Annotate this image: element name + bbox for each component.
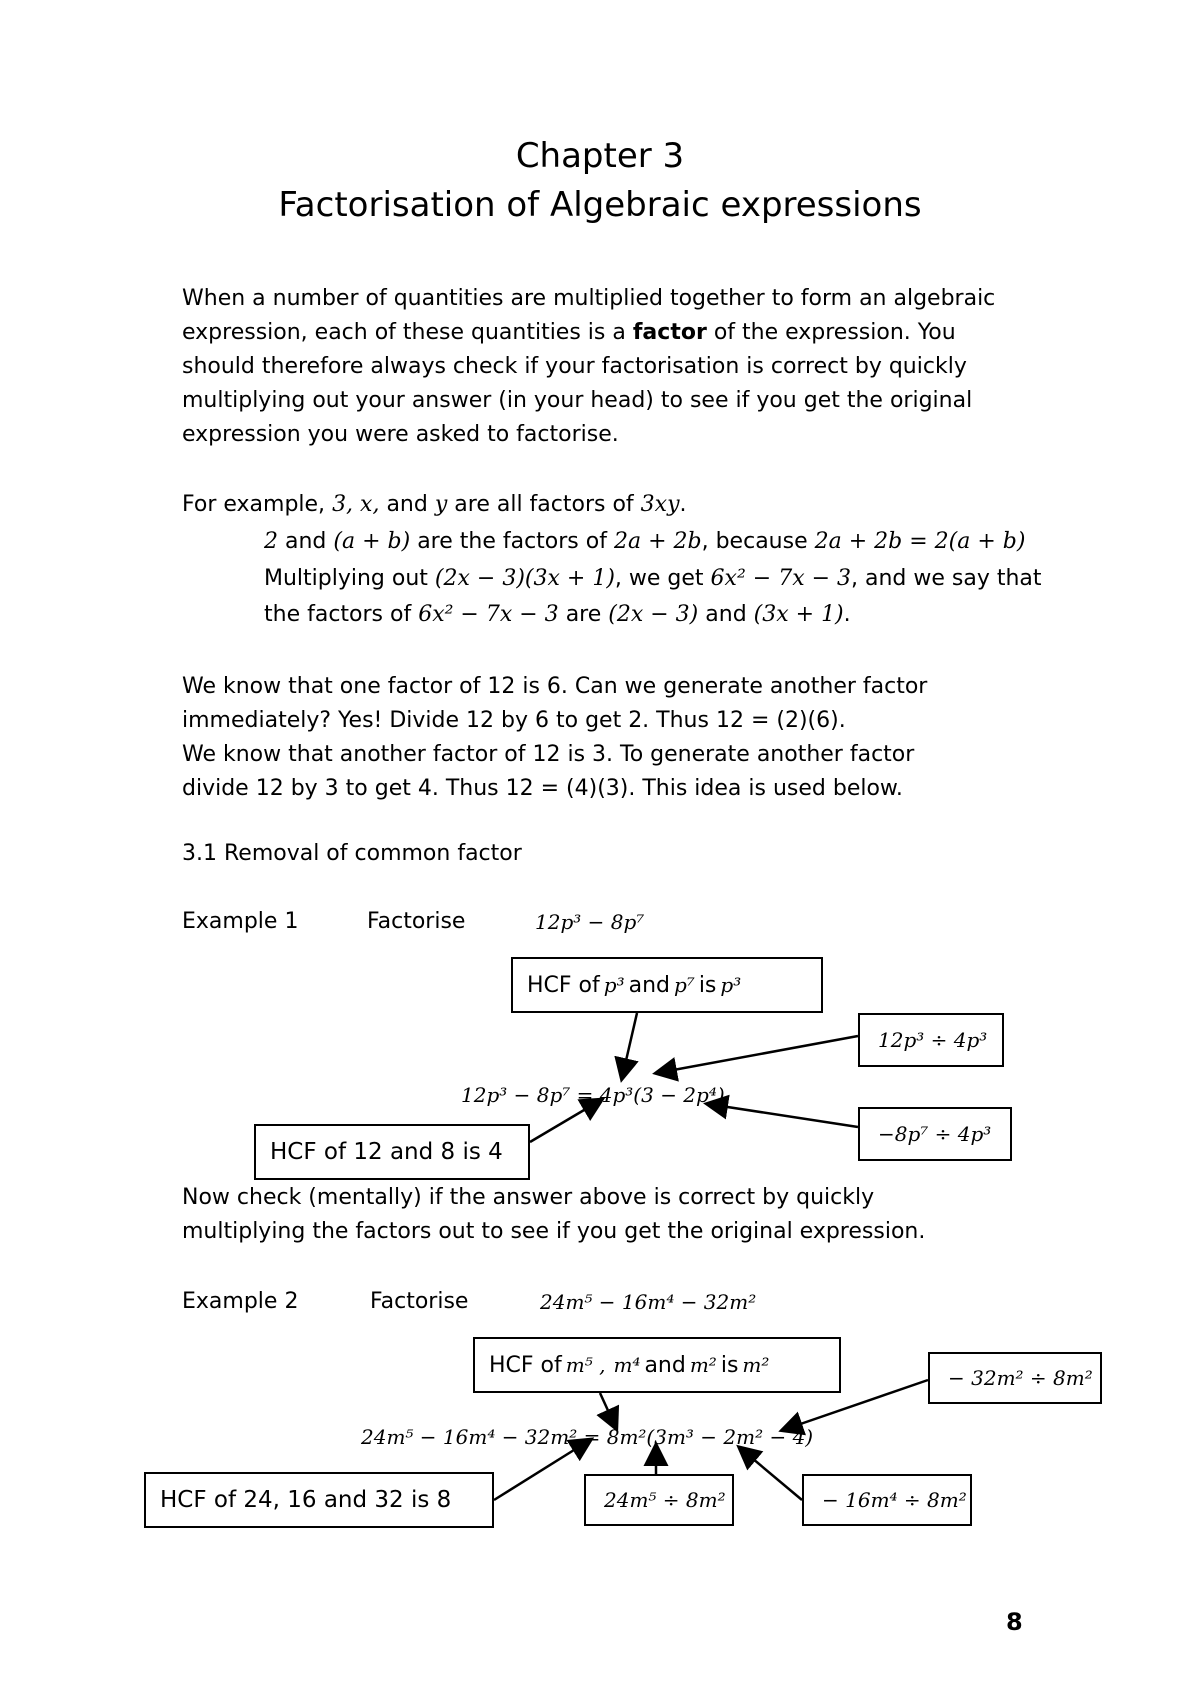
ex2-division-box-3: − 32m² ÷ 8m² xyxy=(928,1352,1102,1404)
ex1-arrow-hcf-number xyxy=(530,1100,601,1142)
factor-example-line-3: Multiplying out (2x − 3)(3x + 1), we get 6x² − 7x − 3, and we say that xyxy=(264,566,1042,591)
example1-factorise: Factorise xyxy=(367,909,466,934)
factor-example-line-4: the factors of 6x² − 7x − 3 are (2x − 3) and (3x + 1). xyxy=(264,602,851,627)
ex1-hcf-number-box: HCF of 12 and 8 is 4 xyxy=(254,1124,530,1180)
ex2-arrow-division-2 xyxy=(740,1448,802,1500)
example2-expression: 24m⁵ − 16m⁴ − 32m² xyxy=(540,1290,757,1314)
page-number: 8 xyxy=(1006,1608,1023,1636)
factor-example-line-2: 2 and (a + b) are the factors of 2a + 2b, because 2a + 2b = 2(a + b) xyxy=(264,529,1026,554)
section-heading: 3.1 Removal of common factor xyxy=(182,841,522,866)
ex1-division-box-1: 12p³ ÷ 4p³ xyxy=(858,1013,1004,1067)
intro-line: expression, each of these quantities is a factor of the expression. You xyxy=(182,320,956,345)
twelve-line: immediately? Yes! Divide 12 by 6 to get 2. Thus 12 = (2)(6). xyxy=(182,708,846,733)
factor-keyword: factor xyxy=(632,320,707,345)
twelve-line: We know that another factor of 12 is 3. To generate another factor xyxy=(182,742,915,767)
twelve-line: We know that one factor of 12 is 6. Can we generate another factor xyxy=(182,674,928,699)
example1-expression: 12p³ − 8p⁷ xyxy=(535,910,645,934)
ex2-arrow-hcf-variable xyxy=(600,1393,616,1428)
ex1-division-box-2: −8p⁷ ÷ 4p³ xyxy=(858,1107,1012,1161)
chapter-title: Factorisation of Algebraic expressions xyxy=(278,185,922,225)
ex2-hcf-variable-box: HCF of m⁵ , m⁴ and m² is m² xyxy=(473,1337,841,1393)
ex1-arrow-division-1 xyxy=(657,1036,858,1073)
twelve-line: divide 12 by 3 to get 4. Thus 12 = (4)(3). This idea is used below. xyxy=(182,776,903,801)
ex2-arrow-division-3 xyxy=(783,1380,928,1430)
example1-label: Example 1 xyxy=(182,909,299,934)
factor-example-line-1: For example, 3, x, and y are all factors of 3xy. xyxy=(182,492,687,517)
intro-line: expression you were asked to factorise. xyxy=(182,422,619,447)
ex2-division-box-2: − 16m⁴ ÷ 8m² xyxy=(802,1474,972,1526)
intro-line: should therefore always check if your factorisation is correct by quickly xyxy=(182,354,967,379)
ex1-hcf-variable-box: HCF of p³ and p⁷ is p³ xyxy=(511,957,823,1013)
ex2-arrow-hcf-number xyxy=(494,1440,590,1500)
example2-factorise: Factorise xyxy=(370,1289,469,1314)
example2-label: Example 2 xyxy=(182,1289,299,1314)
ex1-arrow-hcf-variable xyxy=(622,1013,637,1078)
ex1-arrow-division-2 xyxy=(708,1104,858,1127)
ex2-hcf-number-box: HCF of 24, 16 and 32 is 8 xyxy=(144,1472,494,1528)
ex2-division-box-1: 24m⁵ ÷ 8m² xyxy=(584,1474,734,1526)
chapter-number: Chapter 3 xyxy=(515,136,685,176)
check-line: Now check (mentally) if the answer above is correct by quickly xyxy=(182,1185,875,1210)
check-line: multiplying the factors out to see if you get the original expression. xyxy=(182,1219,926,1244)
example2-equation: 24m⁵ − 16m⁴ − 32m² = 8m²(3m³ − 2m² − 4) xyxy=(361,1425,814,1449)
intro-line: multiplying out your answer (in your head) to see if you get the original xyxy=(182,388,973,413)
intro-line: When a number of quantities are multiplied together to form an algebraic xyxy=(182,286,996,311)
example1-equation: 12p³ − 8p⁷ = 4p³(3 − 2p⁴) xyxy=(461,1083,725,1107)
